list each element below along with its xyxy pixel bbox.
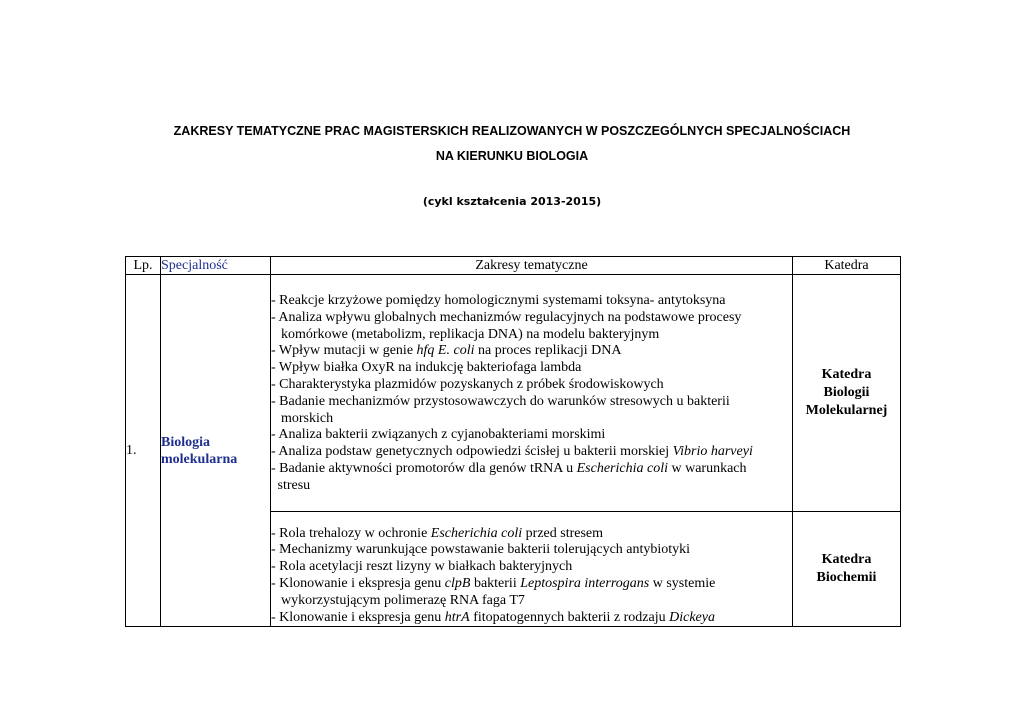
specialty-name bbox=[161, 275, 271, 627]
table-row bbox=[126, 275, 901, 512]
department-cell bbox=[793, 275, 901, 512]
topic-item: - Wpływ białka OxyR na indukcję bakteriofaga lambda bbox=[271, 360, 582, 376]
topic-item: - Analiza bakterii związanych z cyjanobakteriami morskimi bbox=[271, 427, 606, 443]
education-cycle: (cykl kształcenia 2013-2015) bbox=[422, 195, 602, 208]
topic-item: - Mechanizmy warunkujące powstawanie bakterii tolerujących antybiotyki bbox=[271, 542, 691, 558]
topic-item: - Rola trehalozy w ochronie Escherichia coli przed stresem bbox=[271, 525, 604, 541]
header-topics: Zakresy tematyczne bbox=[271, 257, 793, 275]
department-line: Biochemii bbox=[816, 569, 877, 585]
department-cell bbox=[793, 511, 901, 627]
department-line: Biologii bbox=[823, 384, 870, 400]
topic-item: - Analiza podstaw genetycznych odpowiedzi ścisłej u bakterii morskiej Vibrio harveyi bbox=[271, 444, 753, 460]
header-department: Katedra bbox=[793, 257, 901, 275]
department-line: Katedra bbox=[821, 366, 872, 382]
topic-item: - Wpływ mutacji w genie hfq E. coli na proces replikacji DNA bbox=[271, 343, 622, 359]
specialty-line: molekularna bbox=[161, 451, 238, 467]
specialty-line: Biologia bbox=[161, 434, 211, 450]
header-lp: Lp. bbox=[126, 257, 161, 275]
topic-item: - Charakterystyka plazmidów pozyskanych z próbek środowiskowych bbox=[271, 376, 664, 392]
topic-item-continued: morskich bbox=[281, 410, 334, 426]
topic-item: - Klonowanie i ekspresja genu clpB bakterii Leptospira interrogans w systemie bbox=[271, 575, 716, 591]
topic-item: - Klonowanie i ekspresja genu htrA fitopatogennych bakterii z rodzaju Dickeya bbox=[271, 609, 715, 625]
header-specialty: Specjalność bbox=[161, 257, 271, 275]
topics-cell bbox=[271, 511, 793, 627]
topic-item: - Analiza wpływu globalnych mechanizmów regulacyjnych na podstawowe procesy bbox=[271, 309, 742, 325]
topic-item: - Badanie aktywności promotorów dla genów tRNA u Escherichia coli w warunkach bbox=[271, 460, 747, 476]
document-subtitle: NA KIERUNKU BIOLOGIA bbox=[435, 149, 589, 163]
topic-item: - Badanie mechanizmów przystosowawczych do warunków stresowych u bakterii bbox=[271, 393, 730, 409]
row-number: 1. bbox=[126, 275, 161, 627]
topics-table bbox=[125, 256, 901, 627]
document-title: ZAKRESY TEMATYCZNE PRAC MAGISTERSKICH REALIZOWANYCH W POSZCZEGÓLNYCH SPECJALNOŚCIACH bbox=[173, 124, 851, 138]
topic-item-continued: wykorzystującym polimerazę RNA faga T7 bbox=[281, 592, 525, 608]
department-line: Katedra bbox=[821, 551, 872, 567]
topic-item: - Reakcje krzyżowe pomiędzy homologicznymi systemami toksyna- antytoksyna bbox=[271, 293, 726, 308]
topics-cell bbox=[271, 275, 793, 512]
department-line: Molekularnej bbox=[805, 402, 888, 418]
topic-item: - Rola acetylacji reszt lizyny w białkach bakteryjnych bbox=[271, 559, 573, 575]
topic-item-continued: komórkowe (metabolizm, replikacja DNA) na modelu bakteryjnym bbox=[281, 326, 660, 342]
topic-item-continued: stresu bbox=[277, 477, 311, 493]
table-header-row bbox=[126, 257, 901, 275]
